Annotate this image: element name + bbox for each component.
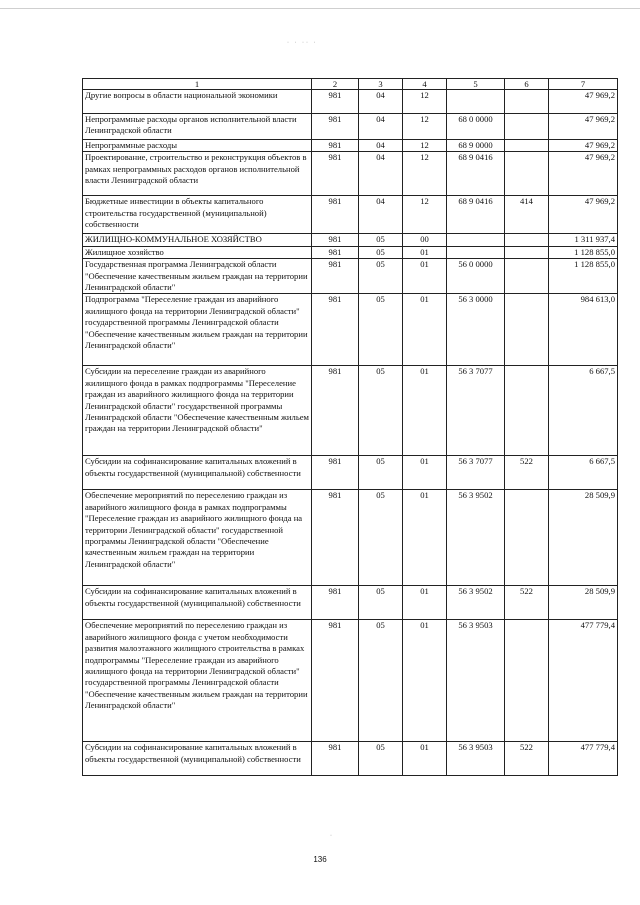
table-row: [83, 366, 618, 456]
table-row: [83, 140, 618, 152]
row-col7-cell: 1 311 937,4: [549, 234, 618, 246]
row-col7-cell: 477 779,4: [549, 742, 618, 776]
row-col7-cell: 47 969,2: [549, 152, 618, 196]
table-row: [83, 490, 618, 586]
table-row: [83, 742, 618, 776]
row-col7-cell: 6 667,5: [549, 366, 618, 456]
row-col6-cell: [505, 490, 549, 586]
scan-dot: ·: [330, 833, 332, 839]
row-col5-cell: 56 3 9502: [447, 586, 505, 620]
table-row: [83, 196, 618, 234]
row-col5-cell: [447, 234, 505, 246]
row-col4-cell: 01: [403, 620, 447, 742]
row-col5-cell: 68 0 0000: [447, 114, 505, 140]
row-col2-cell: 981: [312, 620, 359, 742]
column-header: 6: [505, 79, 549, 90]
row-col6-cell: [505, 234, 549, 246]
row-col5-cell: 56 3 7077: [447, 366, 505, 456]
row-col4-cell: 01: [403, 586, 447, 620]
row-name-cell: Обеспечение мероприятий по переселению граждан из аварийного жилищного фонда в рамках подпрограммы "Переселение граждан из аварийного жилищного фонда на территории Ленинградской области" государственной программы Ленинградской области "Обеспечение качественным жильем граждан на территории Ленинградской области": [83, 490, 312, 586]
row-col6-cell: [505, 620, 549, 742]
row-name-cell: Субсидии на софинансирование капитальных вложений в объекты государственной (муниципальной) собственности: [83, 742, 312, 776]
budget-table: [82, 78, 618, 776]
row-name-cell: Жилищное хозяйство: [83, 246, 312, 258]
row-col6-cell: [505, 90, 549, 114]
row-col3-cell: 05: [359, 234, 403, 246]
row-name-cell: Субсидии на софинансирование капитальных вложений в объекты государственной (муниципальной) собственности: [83, 586, 312, 620]
row-col6-cell: 522: [505, 456, 549, 490]
row-col4-cell: 01: [403, 294, 447, 366]
row-col3-cell: 05: [359, 620, 403, 742]
row-col6-cell: [505, 114, 549, 140]
row-col7-cell: 47 969,2: [549, 90, 618, 114]
row-col4-cell: 01: [403, 742, 447, 776]
row-col6-cell: [505, 140, 549, 152]
row-col2-cell: 981: [312, 246, 359, 258]
table-row: [83, 234, 618, 246]
row-col2-cell: 981: [312, 234, 359, 246]
row-col5-cell: 56 3 9502: [447, 490, 505, 586]
table-row: [83, 294, 618, 366]
row-name-cell: ЖИЛИЩНО-КОММУНАЛЬНОЕ ХОЗЯЙСТВО: [83, 234, 312, 246]
table-row: [83, 259, 618, 294]
row-col6-cell: 522: [505, 742, 549, 776]
row-col4-cell: 12: [403, 90, 447, 114]
row-name-cell: Проектирование, строительство и реконструкция объектов в рамках непрограммных расходов органов исполнительной власти Ленинградской области: [83, 152, 312, 196]
row-col6-cell: [505, 366, 549, 456]
row-col7-cell: 47 969,2: [549, 114, 618, 140]
page-number: 136: [313, 855, 327, 864]
row-col2-cell: 981: [312, 114, 359, 140]
row-col2-cell: 981: [312, 259, 359, 294]
top-rule: [0, 8, 640, 9]
row-col3-cell: 05: [359, 490, 403, 586]
row-col7-cell: 1 128 855,0: [549, 246, 618, 258]
column-header: 3: [359, 79, 403, 90]
row-name-cell: Другие вопросы в области национальной экономики: [83, 90, 312, 114]
column-header: 5: [447, 79, 505, 90]
row-col7-cell: 28 509,9: [549, 490, 618, 586]
row-col4-cell: 01: [403, 259, 447, 294]
row-col5-cell: 56 0 0000: [447, 259, 505, 294]
row-col3-cell: 05: [359, 366, 403, 456]
header-mark: · · ·· ·: [287, 40, 318, 46]
table-row: [83, 586, 618, 620]
row-col3-cell: 04: [359, 196, 403, 234]
row-name-cell: Государственная программа Ленинградской области "Обеспечение качественным жильем граждан на территории Ленинградской области": [83, 259, 312, 294]
row-col4-cell: 01: [403, 490, 447, 586]
row-col2-cell: 981: [312, 140, 359, 152]
row-name-cell: Субсидии на софинансирование капитальных вложений в объекты государственной (муниципальной) собственности: [83, 456, 312, 490]
row-col7-cell: 6 667,5: [549, 456, 618, 490]
row-col7-cell: 47 969,2: [549, 196, 618, 234]
row-col7-cell: 1 128 855,0: [549, 259, 618, 294]
row-col3-cell: 05: [359, 586, 403, 620]
row-name-cell: Обеспечение мероприятий по переселению граждан из аварийного жилищного фонда с учетом необходимости развития малоэтажного жилищного строительства в рамках подпрограммы "Переселение граждан из аварийного жилищного фонда на территории Ленинградской области" государственной программы Ленинградской области "Обеспечение качественным жильем граждан на территории Ленинградской области": [83, 620, 312, 742]
row-col4-cell: 01: [403, 246, 447, 258]
row-col3-cell: 05: [359, 294, 403, 366]
row-col4-cell: 12: [403, 140, 447, 152]
row-col5-cell: 68 9 0416: [447, 196, 505, 234]
column-header: 2: [312, 79, 359, 90]
row-col4-cell: 01: [403, 366, 447, 456]
row-col7-cell: 984 613,0: [549, 294, 618, 366]
row-col6-cell: 522: [505, 586, 549, 620]
row-col4-cell: 01: [403, 456, 447, 490]
row-col6-cell: [505, 259, 549, 294]
row-col4-cell: 12: [403, 152, 447, 196]
row-col5-cell: [447, 90, 505, 114]
table-body: [83, 90, 618, 776]
row-col3-cell: 04: [359, 140, 403, 152]
table-row: [83, 246, 618, 258]
row-col6-cell: [505, 246, 549, 258]
row-col6-cell: [505, 152, 549, 196]
table-row: [83, 152, 618, 196]
row-col7-cell: 47 969,2: [549, 140, 618, 152]
row-col3-cell: 04: [359, 114, 403, 140]
row-col2-cell: 981: [312, 294, 359, 366]
row-col5-cell: 56 3 9503: [447, 742, 505, 776]
row-col5-cell: 68 9 0000: [447, 140, 505, 152]
row-col2-cell: 981: [312, 742, 359, 776]
row-col3-cell: 05: [359, 456, 403, 490]
row-col7-cell: 28 509,9: [549, 586, 618, 620]
row-name-cell: Непрограммные расходы органов исполнительной власти Ленинградской области: [83, 114, 312, 140]
row-col5-cell: 68 9 0416: [447, 152, 505, 196]
row-col4-cell: 12: [403, 196, 447, 234]
row-col7-cell: 477 779,4: [549, 620, 618, 742]
row-col2-cell: 981: [312, 196, 359, 234]
row-col3-cell: 05: [359, 742, 403, 776]
table-row: [83, 90, 618, 114]
row-col3-cell: 04: [359, 90, 403, 114]
row-col2-cell: 981: [312, 586, 359, 620]
column-header: 4: [403, 79, 447, 90]
row-col2-cell: 981: [312, 456, 359, 490]
row-name-cell: Бюджетные инвестиции в объекты капитального строительства государственной (муниципальной) собственности: [83, 196, 312, 234]
row-name-cell: Подпрограмма "Переселение граждан из аварийного жилищного фонда на территории Ленинградской области" государственной программы Ленинградской области "Обеспечение качественным жильем граждан на территории Ленинградской области": [83, 294, 312, 366]
row-col6-cell: [505, 294, 549, 366]
row-col2-cell: 981: [312, 366, 359, 456]
table-header-row: [83, 79, 618, 90]
column-header: 1: [83, 79, 312, 90]
row-name-cell: Субсидии на переселение граждан из аварийного жилищного фонда в рамках подпрограммы "Переселение граждан из аварийного жилищного фонда на территории Ленинградской области" государственной программы Ленинградской области "Обеспечение качественным жильем граждан на территории Ленинградской области": [83, 366, 312, 456]
row-col5-cell: [447, 246, 505, 258]
row-col3-cell: 05: [359, 259, 403, 294]
row-col5-cell: 56 3 7077: [447, 456, 505, 490]
row-name-cell: Непрограммные расходы: [83, 140, 312, 152]
table-row: [83, 620, 618, 742]
row-col2-cell: 981: [312, 152, 359, 196]
row-col2-cell: 981: [312, 490, 359, 586]
table-row: [83, 456, 618, 490]
row-col3-cell: 04: [359, 152, 403, 196]
table-row: [83, 114, 618, 140]
row-col4-cell: 00: [403, 234, 447, 246]
row-col6-cell: 414: [505, 196, 549, 234]
column-header: 7: [549, 79, 618, 90]
row-col3-cell: 05: [359, 246, 403, 258]
row-col5-cell: 56 3 0000: [447, 294, 505, 366]
row-col2-cell: 981: [312, 90, 359, 114]
row-col5-cell: 56 3 9503: [447, 620, 505, 742]
row-col4-cell: 12: [403, 114, 447, 140]
